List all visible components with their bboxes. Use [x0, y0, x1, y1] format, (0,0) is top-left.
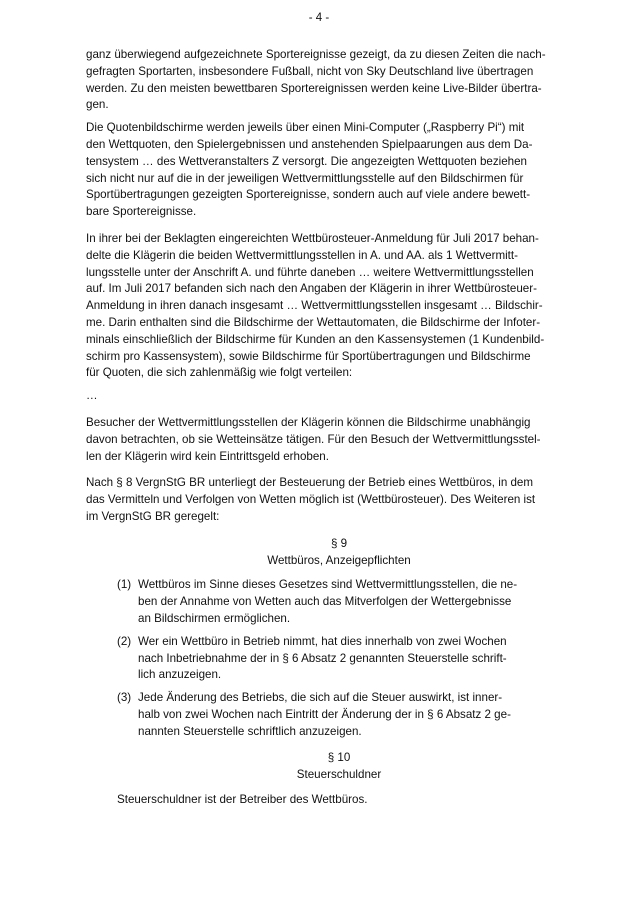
text-line: gen. — [86, 98, 109, 112]
text-line: halb von zwei Wochen nach Eintritt der Änderung der in § 6 Absatz 2 ge- — [138, 707, 511, 721]
section-9-list — [117, 577, 561, 740]
list-item — [117, 634, 561, 684]
text-line: den Wettquoten, den Spielergebnissen und anstehenden Spielpaarungen aus dem Da- — [86, 137, 533, 151]
text-line: Nach § 8 VergnStG BR unterliegt der Besteuerung der Betrieb eines Wettbüros, in dem — [86, 476, 534, 490]
text-line: an Bildschirmen ermöglichen. — [138, 611, 291, 625]
page-number: - 4 - — [308, 12, 330, 24]
text-line: Besucher der Wettvermittlungsstellen der Klägerin können die Bildschirme unabhängig — [86, 415, 531, 429]
text-line: Wettbüros im Sinne dieses Gesetzes sind Wettvermittlungsstellen, die ne- — [138, 578, 518, 592]
text-line: len der Klägerin wird kein Eintrittsgeld erhoben. — [86, 449, 329, 463]
text-line: werden. Zu den meisten bewettbaren Sportereignissen werden keine Live-Bilder übertra- — [86, 81, 542, 95]
text-line: nannten Steuerstelle schriftlich anzuzeigen. — [138, 724, 362, 738]
text-line: auf. Im Juli 2017 befanden sich nach den Angaben der Klägerin in ihrer Wettbürosteuer- — [86, 282, 537, 296]
text-line: im VergnStG BR geregelt: — [86, 509, 220, 523]
text-line: für Quoten, die sich zahlenmäßig wie folgt verteilen: — [86, 366, 353, 380]
paragraph-broadcast-content — [86, 47, 561, 114]
section-9 — [117, 536, 561, 809]
text-line: das Vermitteln und Verfolgen von Wetten möglich ist (Wettbürosteuer). Des Weiteren ist — [86, 493, 536, 507]
text-line: minals einschließlich der Bildschirme für Kunden an den Kassensystemen (1 Kundenbild- — [86, 332, 545, 346]
section-number: § 9 — [330, 536, 348, 550]
text-line: Jede Änderung des Betriebs, die sich auf die Steuer auswirkt, ist inner- — [138, 691, 503, 705]
list-item — [117, 690, 561, 740]
paragraph-odds-screens — [86, 120, 561, 221]
section-title: Wettbüros, Anzeigepflichten — [267, 553, 411, 567]
text-line: davon betrachten, ob sie Wetteinsätze tätigen. Für den Besuch der Wettvermittlungsstel- — [86, 432, 541, 446]
text-line: sich nicht nur auf die in der jeweiligen Wettvermittlungsstelle auf den Bildschirmen für — [86, 171, 524, 185]
section-9-heading — [117, 536, 561, 570]
text-line: lungsstelle unter der Anschrift A. und führte daneben … weitere Wettvermittlungsstellen — [86, 265, 534, 279]
omission-ellipsis: … — [86, 389, 98, 403]
list-item-number: (3) — [117, 691, 132, 705]
text-line: lich anzuzeigen. — [138, 668, 222, 682]
list-item — [117, 577, 561, 627]
text-line: ganz überwiegend aufgezeichnete Sportereignisse gezeigt, da zu diesen Zeiten die nach- — [86, 48, 546, 61]
section-10-body: Steuerschuldner ist der Betreiber des Wettbüros. — [117, 793, 368, 807]
text-line: Anmeldung in ihren danach insgesamt … Wettvermittlungsstellen insgesamt … Bildschir- — [86, 299, 543, 313]
paragraph-visitors — [86, 415, 561, 465]
text-line: me. Darin enthalten sind die Bildschirme der Wettautomaten, die Bildschirme der Infoter- — [86, 315, 541, 329]
text-line: Wer ein Wettbüro in Betrieb nimmt, hat dies innerhalb von zwei Wochen — [138, 634, 507, 648]
text-line: tensystem … des Wettveranstalters Z versorgt. Die angezeigten Wettquoten beziehen — [86, 154, 528, 168]
text-line: delte die Klägerin die beiden Wettvermittlungsstellen in A. und AA. als 1 Wettvermitt- — [86, 248, 518, 262]
text-line: bare Sportereignisse. — [86, 205, 197, 219]
text-line: nach Inbetriebnahme der in § 6 Absatz 2 genannten Steuerstelle schrift- — [138, 651, 507, 665]
section-10-heading — [117, 750, 561, 784]
text-line: Sportübertragungen gezeigten Sportereignisse, sondern auch auf viele andere bewett- — [86, 188, 531, 202]
section-title: Steuerschuldner — [296, 768, 382, 782]
list-item-number: (1) — [117, 578, 132, 592]
text-line: schirm pro Kassensystem), sowie Bildschirme für Sportübertragungen und Bildschirme — [86, 349, 531, 363]
text-line: Die Quotenbildschirme werden jeweils über einen Mini-Computer („Raspberry Pi“) mit — [86, 121, 525, 135]
paragraph-legal-basis — [86, 475, 561, 525]
document-body — [86, 47, 561, 815]
text-line: In ihrer bei der Beklagten eingereichten Wettbürosteuer-Anmeldung für Juli 2017 behan- — [86, 231, 539, 245]
paragraph-tax-return — [86, 231, 561, 382]
text-line: ben der Annahme von Wetten auch das Mitverfolgen der Wettergebnisse — [138, 595, 512, 609]
list-item-number: (2) — [117, 634, 132, 648]
section-number: § 10 — [327, 751, 351, 765]
text-line: gefragten Sportarten, insbesondere Fußball, nicht von Sky Deutschland live übertragen — [86, 64, 534, 78]
